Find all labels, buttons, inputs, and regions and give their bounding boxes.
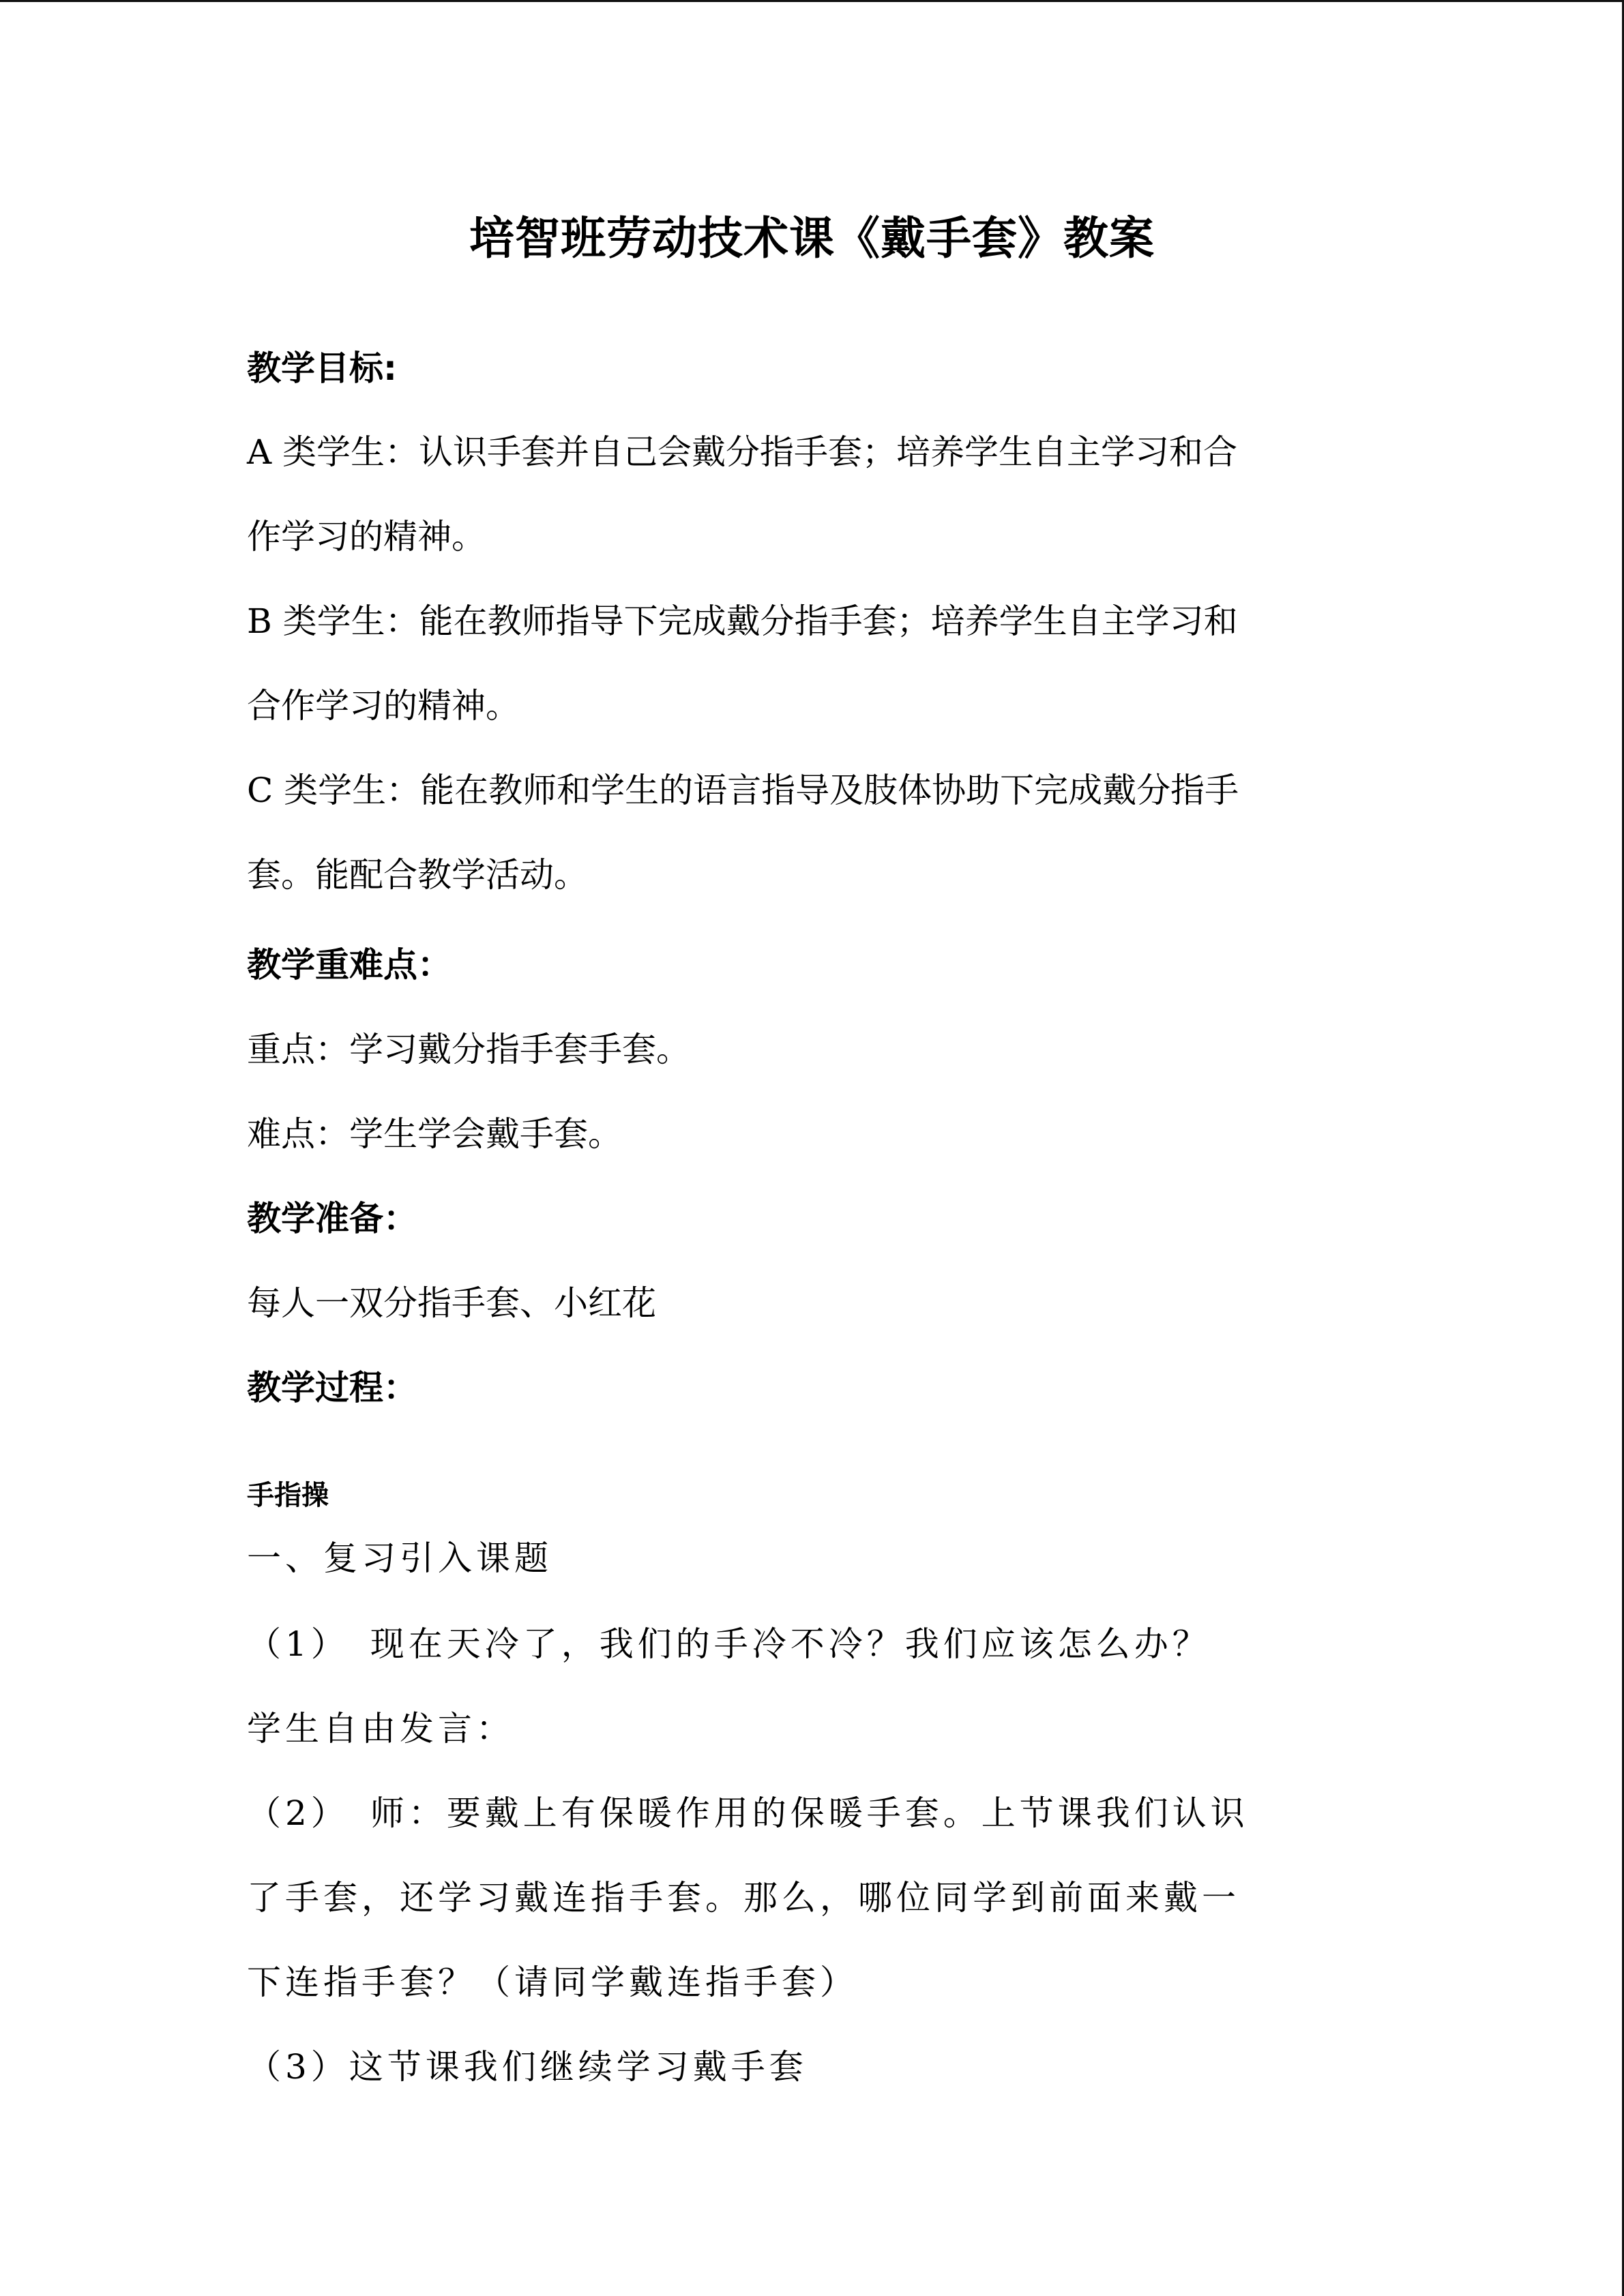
page-top-border xyxy=(0,0,1624,2)
objective-b-line2: 合作学习的精神。 xyxy=(247,686,520,726)
question-2-line2: 了手套，还学习戴连指手套。那么，哪位同学到前面来戴一 xyxy=(247,1878,1240,1918)
objective-c-line2: 套。能配合教学活动。 xyxy=(247,855,588,895)
objective-a-line2: 作学习的精神。 xyxy=(247,517,486,556)
objective-c-line1: C 类学生：能在教师和学生的语言指导及肢体协助下完成戴分指手 xyxy=(247,771,1239,810)
key-point-difficulty: 难点：学生学会戴手套。 xyxy=(247,1114,622,1154)
step1-title: 一、复习引入课题 xyxy=(247,1538,552,1578)
document-title: 培智班劳动技术课《戴手套》教案 xyxy=(469,212,1155,265)
process-heading: 教学过程： xyxy=(247,1368,417,1407)
question-3: （3）这节课我们继续学习戴手套 xyxy=(247,2047,808,2087)
key-points-heading: 教学重难点： xyxy=(247,945,452,985)
finger-exercise-label: 手指操 xyxy=(247,1480,329,1511)
objective-b-line1: B 类学生：能在教师指导下完成戴分指手套；培养学生自主学习和 xyxy=(247,601,1238,641)
question-2-line3: 下连指手套？（请同学戴连指手套） xyxy=(247,1963,858,2002)
objective-a-line1: A 类学生：认识手套并自己会戴分指手套；培养学生自主学习和合 xyxy=(247,432,1238,472)
question-1: （1） 现在天冷了，我们的手冷不冷？我们应该怎么办？ xyxy=(247,1624,1211,1664)
preparation-items: 每人一双分指手套、小红花 xyxy=(247,1283,656,1323)
objectives-heading: 教学目标: xyxy=(247,348,397,388)
question-1-answer: 学生自由发言： xyxy=(247,1709,514,1748)
question-2-line1: （2） 师：要戴上有保暖作用的保暖手套。上节课我们认识 xyxy=(247,1793,1249,1833)
preparation-heading: 教学准备： xyxy=(247,1199,417,1238)
key-point-focus: 重点：学习戴分指手套手套。 xyxy=(247,1030,690,1069)
